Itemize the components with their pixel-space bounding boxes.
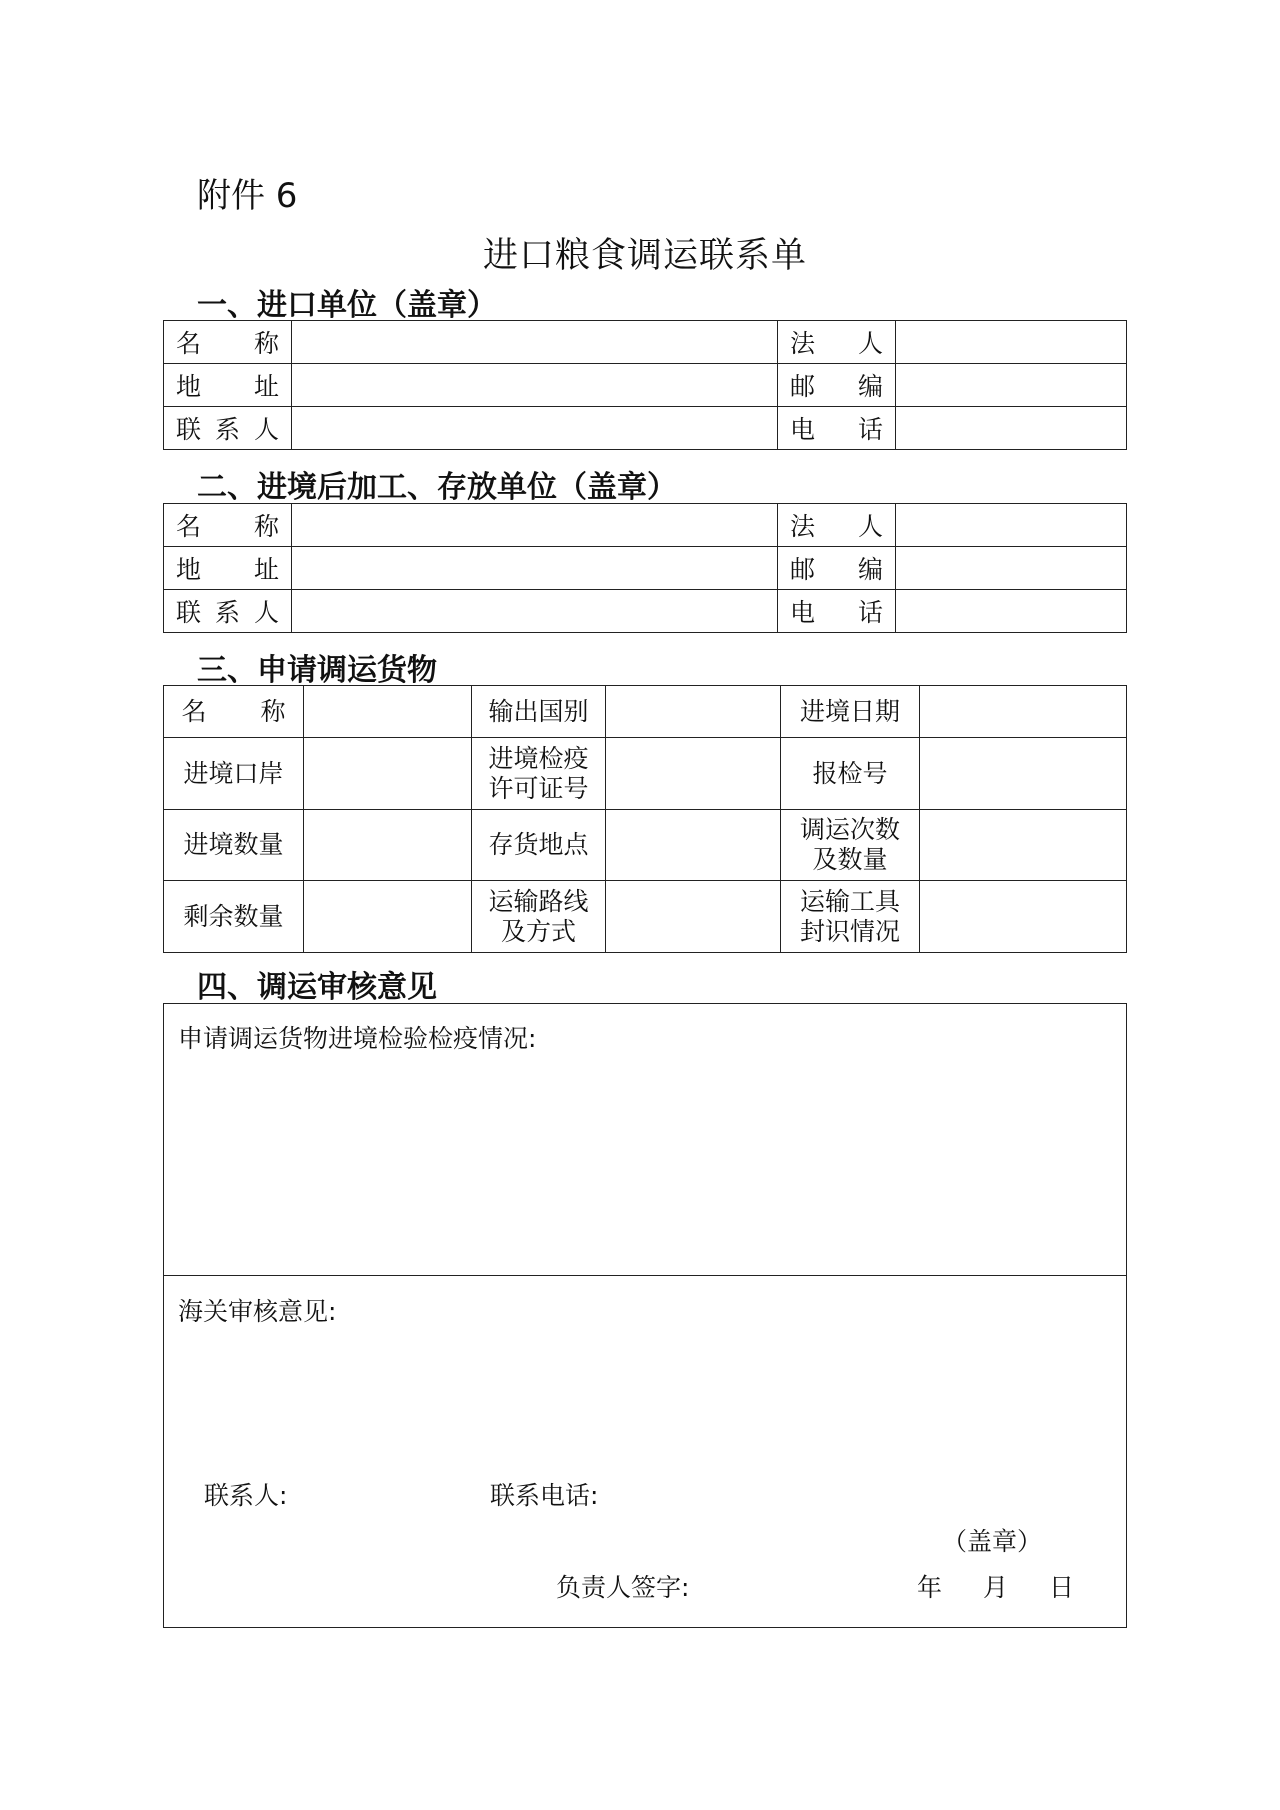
contact-label: 联 系 人 [164, 407, 292, 450]
address-field[interactable] [292, 364, 778, 407]
transport-route-label-line1: 运输路线 [488, 886, 589, 916]
table-row [164, 321, 1127, 364]
table-row [164, 547, 1127, 590]
transport-route-field[interactable] [606, 881, 781, 953]
signature-label: 负责人签字: [556, 1573, 690, 1602]
entry-quantity-field[interactable] [304, 810, 472, 881]
reviewer-phone-label: 联系电话: [490, 1481, 599, 1510]
reviewer-contact-label: 联系人: [204, 1481, 288, 1510]
table-row [164, 407, 1127, 450]
inspection-status-box[interactable] [163, 1003, 1127, 1276]
phone-field[interactable] [896, 590, 1127, 633]
legal-person-field[interactable] [896, 504, 1127, 547]
table-row [164, 364, 1127, 407]
name-label: 名 称 [164, 504, 292, 547]
day-label: 日 [1049, 1573, 1075, 1602]
transfer-count-field[interactable] [920, 810, 1127, 881]
seal-label: （盖章） [942, 1527, 1043, 1556]
table-row [164, 590, 1127, 633]
table-row [164, 881, 1127, 953]
goods-table [163, 685, 1127, 953]
transfer-count-label-line1: 调运次数 [799, 815, 900, 844]
contact-field[interactable] [292, 590, 778, 633]
goods-name-field[interactable] [304, 686, 472, 738]
legal-person-label: 法 人 [778, 321, 896, 364]
customs-opinion-box[interactable] [163, 1275, 1127, 1628]
processor-table [163, 503, 1127, 633]
name-label: 名 称 [164, 321, 292, 364]
legal-person-field[interactable] [896, 321, 1127, 364]
entry-date-field[interactable] [920, 686, 1127, 738]
inspection-number-field[interactable] [920, 738, 1127, 810]
transfer-count-label-line2: 及数量 [812, 845, 888, 874]
postcode-field[interactable] [896, 547, 1127, 590]
entry-port-field[interactable] [304, 738, 472, 810]
remaining-quantity-field[interactable] [304, 881, 472, 953]
section1-heading: 一、进口单位（盖章） [197, 288, 497, 323]
vehicle-seal-label-line2: 封识情况 [799, 916, 900, 946]
customs-opinion-label: 海关审核意见: [178, 1297, 337, 1326]
vehicle-seal-field[interactable] [920, 881, 1127, 953]
goods-name-label: 名 称 [181, 696, 286, 726]
year-label: 年 [917, 1573, 943, 1602]
attachment-number: 附件 6 [197, 176, 298, 216]
origin-country-field[interactable] [606, 686, 781, 738]
contact-label: 联 系 人 [164, 590, 292, 633]
legal-person-label: 法 人 [778, 504, 896, 547]
table-row [164, 810, 1127, 881]
section2-heading: 二、进境后加工、存放单位（盖章） [197, 470, 677, 505]
address-label: 地 址 [164, 547, 292, 590]
vehicle-seal-label-line1: 运输工具 [799, 886, 900, 916]
name-field[interactable] [292, 321, 778, 364]
postcode-label: 邮 编 [778, 547, 896, 590]
name-field[interactable] [292, 504, 778, 547]
importer-table [163, 320, 1127, 450]
quarantine-permit-field[interactable] [606, 738, 781, 810]
storage-location-label: 存货地点 [472, 810, 606, 881]
month-label: 月 [983, 1573, 1009, 1602]
phone-label: 电 话 [778, 407, 896, 450]
section4-heading: 四、调运审核意见 [197, 970, 437, 1005]
origin-country-label: 输出国别 [472, 686, 606, 738]
inspection-status-label: 申请调运货物进境检验检疫情况: [178, 1024, 537, 1053]
storage-location-field[interactable] [606, 810, 781, 881]
entry-port-label: 进境口岸 [164, 738, 304, 810]
inspection-number-label: 报检号 [781, 738, 920, 810]
transport-route-label-line2: 及方式 [500, 916, 576, 946]
quarantine-permit-label-line2: 许可证号 [488, 773, 589, 803]
table-row [164, 504, 1127, 547]
remaining-quantity-label: 剩余数量 [164, 881, 304, 953]
entry-quantity-label: 进境数量 [164, 810, 304, 881]
entry-date-label: 进境日期 [781, 686, 920, 738]
postcode-field[interactable] [896, 364, 1127, 407]
contact-field[interactable] [292, 407, 778, 450]
phone-label: 电 话 [778, 590, 896, 633]
table-row [164, 738, 1127, 810]
table-row [164, 686, 1127, 738]
section3-heading: 三、申请调运货物 [197, 653, 437, 688]
address-label: 地 址 [164, 364, 292, 407]
document-title: 进口粮食调运联系单 [482, 236, 807, 276]
postcode-label: 邮 编 [778, 364, 896, 407]
quarantine-permit-label-line1: 进境检疫 [488, 743, 589, 773]
phone-field[interactable] [896, 407, 1127, 450]
address-field[interactable] [292, 547, 778, 590]
